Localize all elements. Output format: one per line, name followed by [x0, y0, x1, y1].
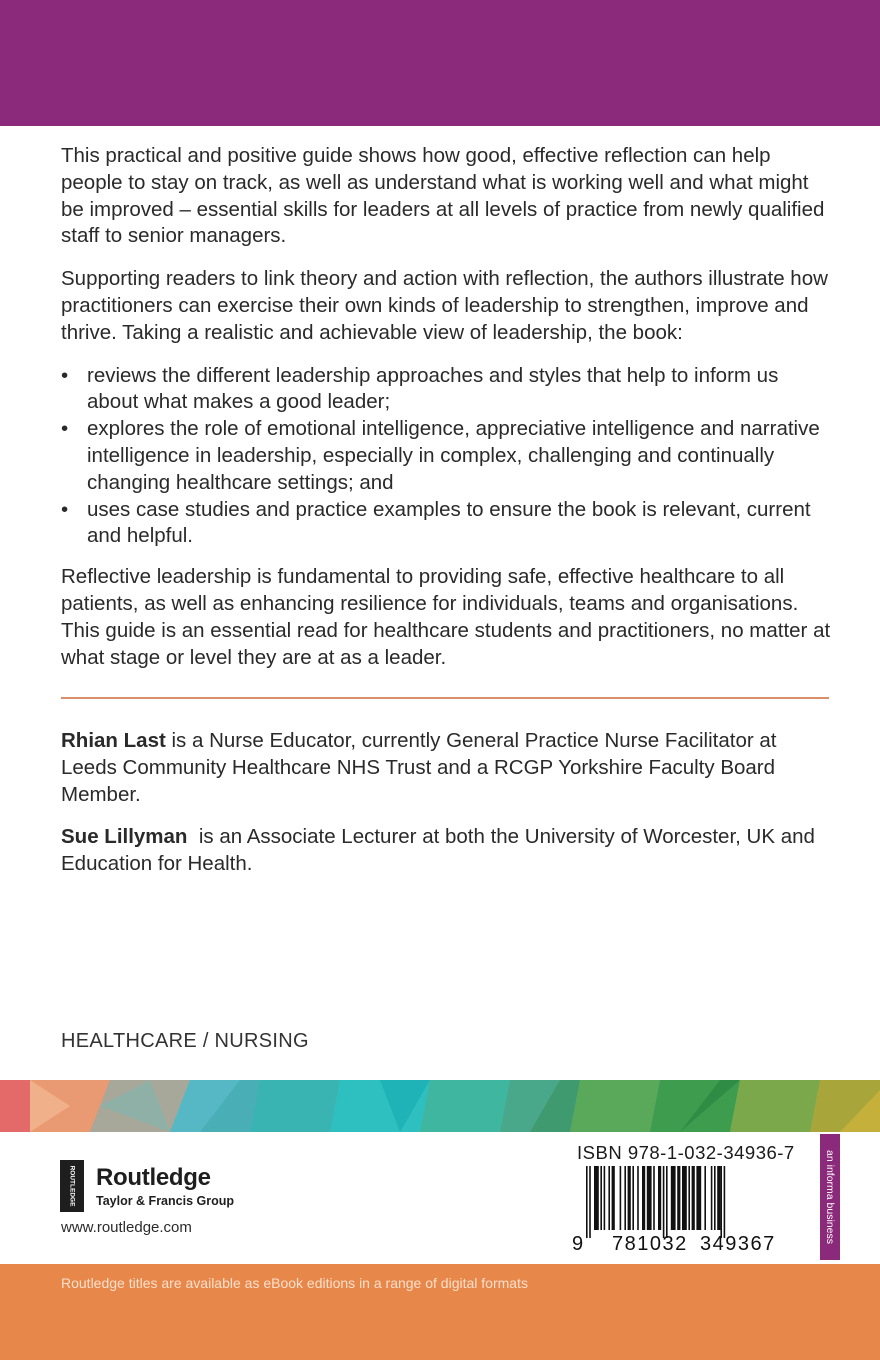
- barcode-bar: [594, 1166, 599, 1230]
- author-bio: Rhian Last is a Nurse Educator, currently General Practice Nurse Facilitator at Leeds Community Healthcare NHS Trust and a RCGP Yorkshire Faculty Board Member.: [61, 729, 777, 806]
- barcode-bar: [637, 1166, 639, 1230]
- barcode-digits: 781032: [612, 1233, 688, 1254]
- barcode-bar: [663, 1166, 665, 1238]
- publisher-group: Taylor & Francis Group: [96, 1194, 234, 1208]
- isbn-label: ISBN 978-1-032-34936-7: [577, 1142, 795, 1163]
- blurb-closing: Reflective leadership is fundamental to providing safe, effective healthcare to all patients, as well as enhancing resilience for individuals, teams and organisations. This guide is an essential read for healthcare students and practitioners, no matter at what stage or level they are at as a leader.: [61, 565, 831, 669]
- footer-band: [0, 1264, 880, 1360]
- barcode-icon: [566, 1166, 806, 1254]
- subject-category: HEALTHCARE / NURSING: [61, 1030, 309, 1052]
- barcode-bar: [632, 1166, 634, 1230]
- list-item: • uses case studies and practice examples to ensure the book is relevant, current and helpful.: [61, 497, 811, 548]
- routledge-logo-icon: [60, 1160, 84, 1212]
- blurb-intro: This practical and positive guide shows how good, effective reflection can help people to stay on track, as well as understand what is working well and what might be improved – essential skills for leaders at all levels of practice from newly qualified staff to senior managers.: [61, 144, 825, 248]
- bullet-icon: •: [61, 417, 69, 441]
- barcode-bar: [589, 1166, 591, 1238]
- bullet-icon: •: [61, 497, 69, 521]
- barcode-bar: [653, 1166, 655, 1230]
- barcode-bar: [682, 1166, 687, 1230]
- barcode-bar: [604, 1166, 606, 1230]
- barcode-bar: [720, 1166, 722, 1238]
- barcode-digits: 9: [572, 1233, 585, 1254]
- barcode-bar: [608, 1166, 610, 1230]
- barcode-bar: [624, 1166, 626, 1230]
- barcode-bar: [620, 1166, 622, 1230]
- list-item: • reviews the different leadership approaches and styles that help to inform us about what makes a good leader;: [61, 363, 779, 414]
- barcode-bar: [711, 1166, 713, 1230]
- barcode-bar: [692, 1166, 695, 1230]
- publisher-url: www.routledge.com: [61, 1219, 192, 1236]
- barcode-bar: [677, 1166, 680, 1230]
- barcode-bar: [628, 1166, 631, 1230]
- bullet-icon: •: [61, 363, 69, 387]
- author-name: Sue Lillyman: [61, 825, 188, 849]
- author-bio: Sue Lillyman is an Associate Lecturer at both the University of Worcester, UK and Education for Health.: [61, 825, 821, 876]
- barcode-bar: [724, 1166, 726, 1238]
- author-bios: [61, 728, 831, 894]
- barcode-bar: [642, 1166, 645, 1230]
- barcode-bar: [696, 1166, 701, 1230]
- blurb: [61, 143, 831, 687]
- color-mosaic-band: [0, 1080, 880, 1132]
- barcode-bar: [586, 1166, 588, 1238]
- footer-note: Routledge titles are available as eBook editions in a range of digital formats: [61, 1275, 528, 1291]
- bullet-list: [61, 363, 831, 551]
- list-item: • explores the role of emotional intelligence, appreciative intelligence and narrative intelligence in leadership, especially in complex, challenging and continually changing healthcare settings; and: [61, 417, 820, 494]
- top-color-band: [0, 0, 880, 126]
- barcode-bar: [671, 1166, 676, 1230]
- divider: [61, 697, 829, 699]
- barcode-bar: [666, 1166, 668, 1238]
- barcode-bar: [714, 1166, 716, 1230]
- blurb-paragraph-2: Supporting readers to link theory and action with reflection, the authors illustrate how practitioners can exercise their own kinds of leadership to strengthen, improve and thrive. Taking a realistic and achievable view of leadership, the book:: [61, 267, 828, 344]
- barcode-bar: [600, 1166, 602, 1230]
- barcode-bar: [612, 1166, 615, 1230]
- barcode-bar: [717, 1166, 720, 1230]
- informa-tag: an informa business: [820, 1134, 840, 1260]
- logo-vertical-mark: ROUTLEDGE: [68, 1165, 76, 1207]
- barcode-digits: 349367: [700, 1233, 776, 1254]
- publisher-name: Routledge: [96, 1164, 211, 1191]
- barcode-bar: [658, 1166, 661, 1230]
- barcode-bar: [688, 1166, 690, 1230]
- author-name: Rhian Last: [61, 729, 166, 752]
- barcode-bar: [647, 1166, 652, 1230]
- barcode-bar: [704, 1166, 706, 1230]
